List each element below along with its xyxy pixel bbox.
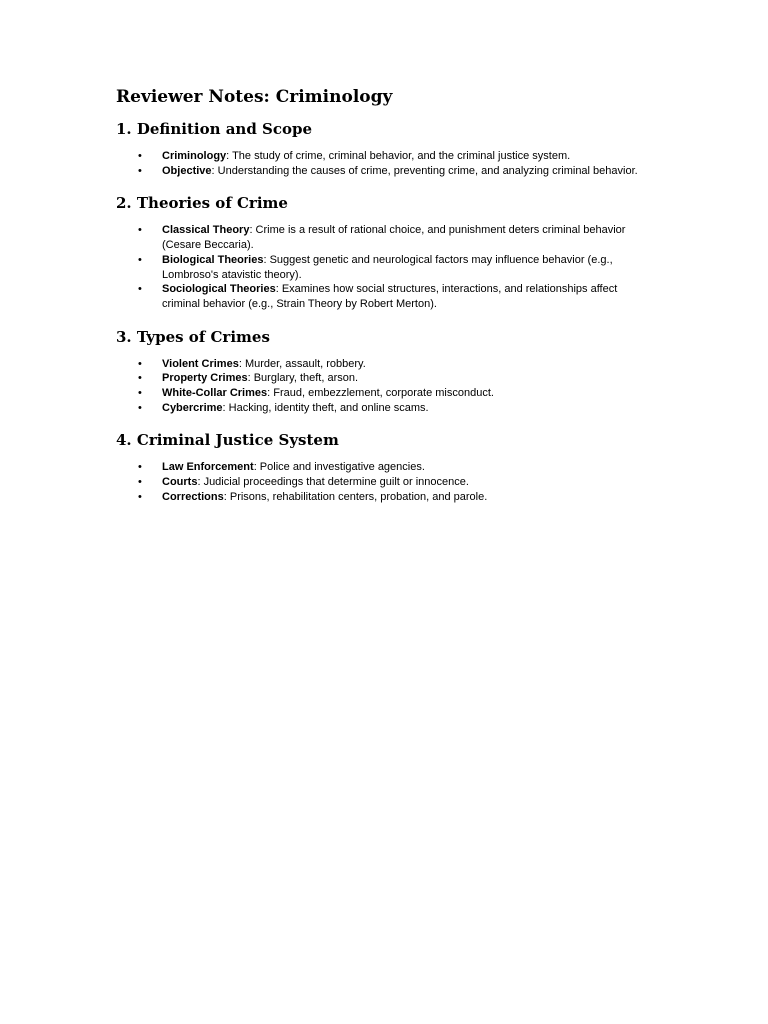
- bullet-icon: •: [138, 253, 142, 266]
- item-term: Sociological Theories: [162, 283, 276, 296]
- section-heading-definition: 1. Definition and Scope: [116, 120, 313, 138]
- item-text: : Police and investigative agencies.: [253, 461, 425, 474]
- item-text: : Prisons, rehabilitation centers, probation, and parole.: [223, 490, 488, 503]
- bullet-icon: •: [138, 490, 142, 503]
- document-page: [116, 84, 656, 519]
- list-item: [116, 253, 656, 282]
- document-title: Reviewer Notes: Criminology: [116, 87, 393, 107]
- section-list-definition: [116, 149, 656, 178]
- item-term: Corrections: [162, 490, 224, 503]
- item-term: Property Crimes: [162, 372, 248, 385]
- list-item: [116, 460, 656, 475]
- list-item: [116, 371, 656, 386]
- bullet-icon: •: [138, 476, 142, 489]
- bullet-icon: •: [138, 401, 142, 414]
- list-item: [116, 164, 656, 179]
- bullet-icon: •: [138, 357, 142, 370]
- item-term: Courts: [162, 476, 198, 489]
- item-text: : Suggest genetic and neurological factors may influence behavior (e.g., Lombroso's atavistic theory).: [162, 253, 613, 281]
- bullet-icon: •: [138, 372, 142, 385]
- bullet-icon: •: [138, 164, 142, 177]
- list-item: [116, 357, 656, 372]
- item-text: : Burglary, theft, arson.: [247, 372, 359, 385]
- item-term: Classical Theory: [162, 224, 250, 237]
- section-list-justice-system: [116, 460, 656, 504]
- section-list-theories: [116, 223, 656, 311]
- item-text: : Judicial proceedings that determine guilt or innocence.: [197, 476, 469, 489]
- item-term: Violent Crimes: [162, 357, 239, 370]
- item-text: : Hacking, identity theft, and online scams.: [222, 401, 429, 414]
- item-term: White-Collar Crimes: [162, 387, 268, 400]
- item-text: : Understanding the causes of crime, preventing crime, and analyzing criminal behavior.: [211, 164, 638, 177]
- bullet-icon: •: [138, 224, 142, 237]
- item-text: : Examines how social structures, interactions, and relationships affect criminal behavior (e.g., Strain Theory by Robert Merton).: [162, 283, 618, 310]
- item-text: : The study of crime, criminal behavior, and the criminal justice system.: [226, 150, 571, 162]
- list-item: [116, 149, 656, 164]
- item-text: : Fraud, embezzlement, corporate misconduct.: [267, 387, 494, 400]
- item-term: Biological Theories: [162, 253, 264, 266]
- section-list-types: [116, 357, 656, 416]
- item-term: Cybercrime: [162, 401, 223, 414]
- item-term: Objective: [162, 164, 212, 177]
- list-item: [116, 223, 656, 252]
- item-text: : Murder, assault, robbery.: [238, 357, 366, 370]
- item-term: Law Enforcement: [162, 461, 254, 474]
- section-heading-types: 3. Types of Crimes: [116, 327, 270, 346]
- section-heading-justice-system: 4. Criminal Justice System: [116, 431, 339, 450]
- bullet-icon: •: [138, 461, 142, 474]
- item-text: : Crime is a result of rational choice, and punishment deters criminal behavior (Cesare Beccaria).: [162, 224, 626, 252]
- list-item: [116, 386, 656, 401]
- list-item: [116, 490, 656, 505]
- list-item: [116, 475, 656, 490]
- section-heading-theories: 2. Theories of Crime: [116, 194, 288, 213]
- bullet-icon: •: [138, 150, 142, 162]
- bullet-icon: •: [138, 387, 142, 400]
- list-item: [116, 282, 656, 311]
- item-term: Criminology: [162, 150, 227, 162]
- bullet-icon: •: [138, 283, 142, 296]
- list-item: [116, 401, 656, 416]
